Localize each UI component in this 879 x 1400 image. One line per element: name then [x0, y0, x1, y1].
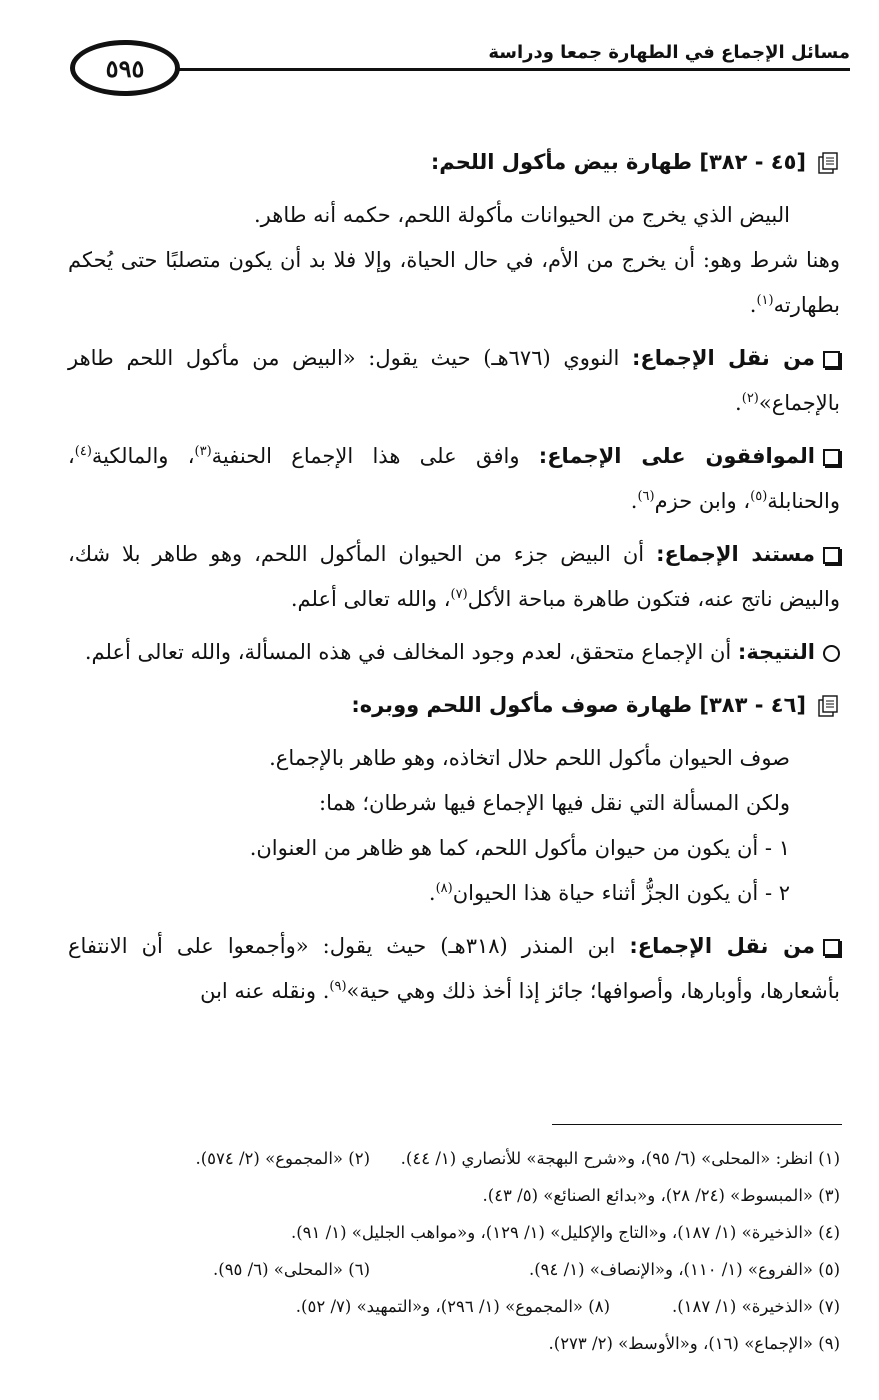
s46-condition-2: ٢ - أن يكون الجزُّ أثناء حياة هذا الحيوان$^{(٨)}$.: [428, 881, 790, 905]
basis-text-b: ، والله تعالى أعلم.: [290, 587, 451, 611]
footnote-ref-2: (٢): [741, 391, 759, 406]
s45-basis: [68, 532, 840, 622]
s45-agree: الموافقون على الإجماع: وافق على هذا الإجماع الحنفية$^{(٣)}$، والمالكية$^{(٤)}$، والحنابلة$^{(٥)}$، وابن حزم$^{(٦)}$.: [68, 444, 840, 513]
page-header: [70, 40, 850, 110]
page-number: ٥٩٥: [105, 53, 145, 83]
result-label: النتيجة:: [737, 640, 815, 664]
page-number-badge: [70, 40, 180, 96]
footnote-rule: [552, 1124, 842, 1125]
footnote-row: [60, 1140, 840, 1177]
transmit-label: من نقل الإجماع:: [629, 934, 815, 958]
s46-p1: صوف الحيوان مأكول اللحم حلال اتخاذه، وهو طاهر بالإجماع.: [269, 746, 790, 770]
footnote-6: (٦) «المحلى» (٦/ ٩٥).: [213, 1260, 370, 1279]
square-bullet-icon: [823, 449, 840, 466]
agree-label: الموافقون على الإجماع:: [538, 444, 815, 468]
footnote-ref-5: (٥): [750, 489, 768, 504]
section-46-title: [68, 683, 840, 728]
transmit-text: النووي (٦٧٦هـ) حيث يقول: «البيض من مأكول اللحم طاهر بالإجماع»: [68, 346, 840, 415]
s45-p1: البيض الذي يخرج من الحيوانات مأكولة اللحم، حكمه أنه طاهر.: [253, 203, 790, 227]
agree-text-b: ، والمالكية: [91, 444, 195, 468]
footnote-2: (٢) «المجموع» (٢/ ٥٧٤).: [195, 1149, 370, 1168]
s45-transmit: من نقل الإجماع: النووي (٦٧٦هـ) حيث يقول: «البيض من مأكول اللحم طاهر بالإجماع»$^{(٢)}$.: [68, 346, 840, 415]
footnote-row: [60, 1251, 840, 1288]
square-bullet-icon: [823, 547, 840, 564]
agree-text-a: وافق على هذا الإجماع الحنفية: [211, 444, 520, 468]
footnote-4: (٤) «الذخيرة» (١/ ١٨٧)، و«التاج والإكليل» (١/ ١٢٩)، و«مواهب الجليل» (١/ ٩١).: [290, 1223, 840, 1242]
transmit-text-b: . ونقله عنه ابن: [200, 979, 330, 1003]
footnote-ref-7: (٧): [450, 587, 468, 602]
basis-text-a: أن البيض جزء من الحيوان المأكول اللحم، وهو طاهر بلا شك، والبيض ناتج عنه، فتكون طاهرة مباحة الأكل: [68, 542, 840, 611]
footnote-ref-6: (٦): [637, 489, 655, 504]
footnote-3: (٣) «المبسوط» (٢٤/ ٢٨)، و«بدائع الصنائع» (٥/ ٤٣).: [482, 1186, 840, 1205]
footnote-5: (٥) «الفروع» (١/ ١١٠)، و«الإنصاف» (١/ ٩٤).: [528, 1260, 840, 1279]
s46-condition-1: ١ - أن يكون من حيوان مأكول اللحم، كما هو ظاهر من العنوان.: [249, 836, 790, 860]
running-title: مسائل الإجماع في الطهارة جمعا ودراسة: [480, 42, 850, 63]
footnote-ref-3: (٣): [194, 444, 212, 459]
footnote-8: (٨) «المجموع» (١/ ٢٩٦)، و«التمهيد» (٧/ ٥٢).: [295, 1297, 610, 1316]
agree-text-c: ، والحنابلة: [68, 444, 840, 513]
footnote-ref-4: (٤): [74, 444, 92, 459]
main-content: [68, 138, 840, 1014]
footnote-1: (١) انظر: «المحلى» (٦/ ٩٥)، و«شرح البهجة» للأنصاري (١/ ٤٤).: [400, 1149, 840, 1168]
footnote-row: [60, 1288, 840, 1325]
s45-result: [68, 630, 840, 675]
footnote-ref-8: (٨): [435, 881, 453, 896]
footnote-9: (٩) «الإجماع» (١٦)، و«الأوسط» (٢/ ٢٧٣).: [548, 1334, 840, 1353]
footnote-7: (٧) «الذخيرة» (١/ ١٨٧).: [671, 1297, 840, 1316]
s46-transmit: [68, 924, 840, 1014]
section-46-title-text: [٤٦ - ٣٨٣] طهارة صوف مأكول اللحم ووبره:: [351, 693, 806, 717]
square-bullet-icon: [823, 939, 840, 956]
square-bullet-icon: [823, 351, 840, 368]
footnote-row: [60, 1177, 840, 1214]
section-45-title: [68, 140, 840, 185]
s46-condition-2-text: ٢ - أن يكون الجزُّ أثناء حياة هذا الحيوان: [452, 881, 790, 905]
result-text: أن الإجماع متحقق، لعدم وجود المخالف في هذه المسألة، والله تعالى أعلم.: [84, 640, 732, 664]
document-icon: [818, 695, 840, 717]
basis-label: مستند الإجماع:: [656, 542, 815, 566]
section-45-title-text: [٤٥ - ٣٨٢] طهارة بيض مأكول اللحم:: [430, 150, 806, 174]
header-rule: [170, 68, 850, 71]
transmit-text-a: ابن المنذر (٣١٨هـ) حيث يقول: «وأجمعوا على أن الانتفاع بأشعارها، وأوبارها، وأصوافها؛ جائز إذا أخذ ذلك وهي حية»: [68, 934, 840, 1003]
agree-text-d: ، وابن حزم: [654, 489, 751, 513]
footnote-ref-1: (١): [756, 293, 774, 308]
circle-bullet-icon: [823, 645, 840, 662]
transmit-label: من نقل الإجماع:: [632, 346, 815, 370]
footnote-row: [60, 1214, 840, 1251]
footnotes: [60, 1140, 840, 1362]
footnote-row: [60, 1325, 840, 1362]
s45-p2-text: وهنا شرط وهو: أن يخرج من الأم، في حال الحياة، وإلا فلا بد أن يكون متصلبًا حتى يُحكم بطهارته: [68, 248, 840, 317]
s46-p2: ولكن المسألة التي نقل فيها الإجماع فيها شرطان؛ هما:: [319, 791, 790, 815]
s45-p2: وهنا شرط وهو: أن يخرج من الأم، في حال الحياة، وإلا فلا بد أن يكون متصلبًا حتى يُحكم بطهارته$^{(١)}$.: [68, 248, 840, 317]
footnote-ref-9: (٩): [329, 979, 347, 994]
document-icon: [818, 152, 840, 174]
